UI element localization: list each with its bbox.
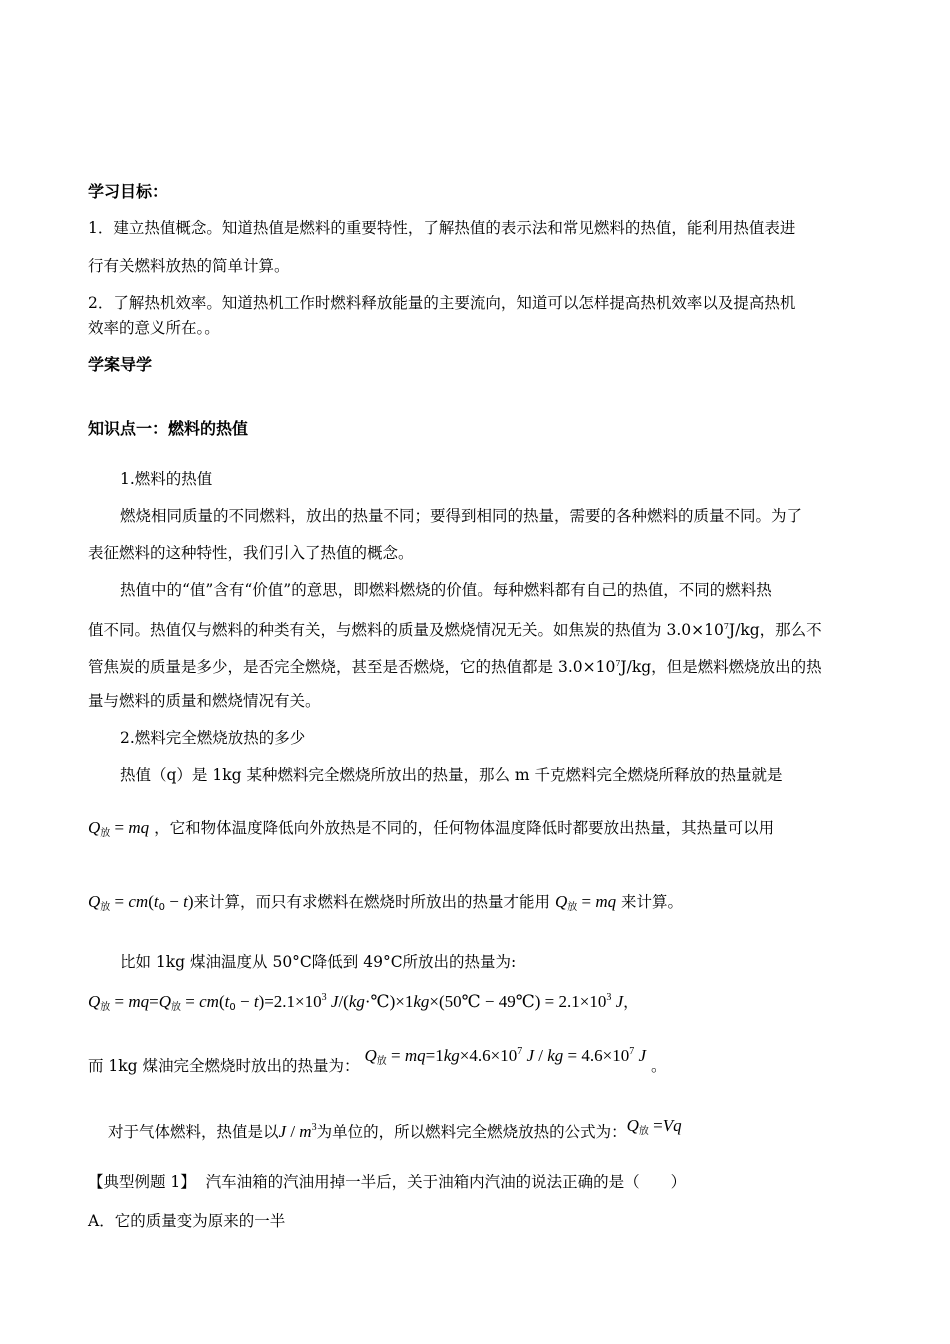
kp1-para2-line1: 热值中的“值”含有“价值”的意思，即燃料燃烧的价值。每种燃料都有自己的热值，不同的燃料热	[120, 581, 772, 599]
kp1-para1-line1: 燃烧相同质量的不同燃料，放出的热量不同；要得到相同的热量，需要的各种燃料的质量不同。为了	[120, 507, 803, 525]
example-1-question: 【典型例题 1】 汽车油箱的汽油用掉一半后，关于油箱内汽油的说法正确的是（ ）	[88, 1173, 687, 1191]
guide-heading: 学案导学	[88, 355, 153, 374]
formula-q-cm-dt: $Q_放 = cm(t_0 - t)$	[88, 892, 194, 913]
kerosene-combustion-line: 而 1kg 煤油完全燃烧时放出的热量为： $Q_放 = mq=1kg\times 4.6\times 10^7$ J / kg = $4.6\times 10^7$ J 。	[88, 1046, 667, 1075]
formula-q-mq-2: $Q_放$ = mq	[554, 892, 617, 913]
kp1-subheading-2: 2.燃料完全燃烧放热的多少	[120, 729, 306, 747]
kp1-subheading-1: 1.燃料的热值	[120, 470, 213, 488]
kp1-para3-line3: $Q_放 = cm(t_0 - t)$来计算，而只有求燃料在燃烧时所放出的热量才能用 $Q_放$ = mq 来计算。	[88, 892, 684, 913]
kp1-para1-line2: 表征燃料的这种特性，我们引入了热值的概念。	[88, 544, 414, 562]
formula-kerosene-combustion: $Q_放 = mq=1kg\times 4.6\times 10^7$ J / kg = $4.6\times 10^7$ J	[364, 1046, 647, 1067]
goal-1-line-1: 1．建立热值概念。知道热值是燃料的重要特性，了解热值的表示法和常见燃料的热值，能利用热值表进	[88, 219, 796, 237]
goal-2-line-2: 效率的意义所在。。	[88, 319, 220, 337]
gas-fuel-line: 对于气体燃料，热值是以J / $m^3$为单位的，所以燃料完全燃烧放热的公式为：$Q_放 =Vq$	[108, 1116, 682, 1141]
kerosene-example-intro: 比如 1kg 煤油温度从 50°C降低到 49°C所放出的热量为:	[120, 953, 517, 971]
kerosene-cooling-equation: $Q_放 = mq=Q_放 = cm(t_0 - t)=2.1\times 10^3$ J/(kg·℃)×1kg×(50℃ − 49℃) = $2.1\times 10^3$ J，	[88, 992, 639, 1013]
kp1-para2-line2: 值不同。热值仅与燃料的种类有关，与燃料的质量及燃烧情况无关。如焦炭的热值为 $3.0\times 10^7J/kg$，那么不	[88, 621, 822, 639]
formula-q-vq: $Q_放 =Vq$	[626, 1116, 682, 1137]
kp1-heading: 知识点一：燃料的热值	[88, 419, 249, 438]
kp1-para3-line1: 热值（q）是 1kg 某种燃料完全燃烧所放出的热量，那么 m 千克燃料完全燃烧所释放的热量就是	[120, 766, 783, 784]
example-1-label: 【典型例题 1】	[88, 1173, 196, 1191]
kp1-para2-line3: 管焦炭的质量是多少，是否完全燃烧，甚至是否燃烧，它的热值都是 $3.0\times 10^7J/kg$，但是燃料燃烧放出的热	[88, 658, 822, 676]
formula-q-mq: $Q_放$ = mq	[88, 818, 150, 839]
kp1-para3-line2: $Q_放$ = mq ，它和物体温度降低向外放热是不同的，任何物体温度降低时都要放出热量，其热量可以用	[88, 818, 775, 839]
goal-2-line-1: 2．了解热机效率。知道热机工作时燃料释放能量的主要流向，知道可以怎样提高热机效率以及提高热机	[88, 294, 796, 312]
example-1-option-a: A．它的质量变为原来的一半	[88, 1212, 286, 1230]
goals-heading: 学习目标：	[88, 182, 169, 201]
goal-1-line-2: 行有关燃料放热的简单计算。	[88, 257, 290, 275]
unit-j-per-m3: J / $m^3$	[278, 1122, 317, 1141]
kp1-para2-line4: 量与燃料的质量和燃烧情况有关。	[88, 692, 321, 710]
